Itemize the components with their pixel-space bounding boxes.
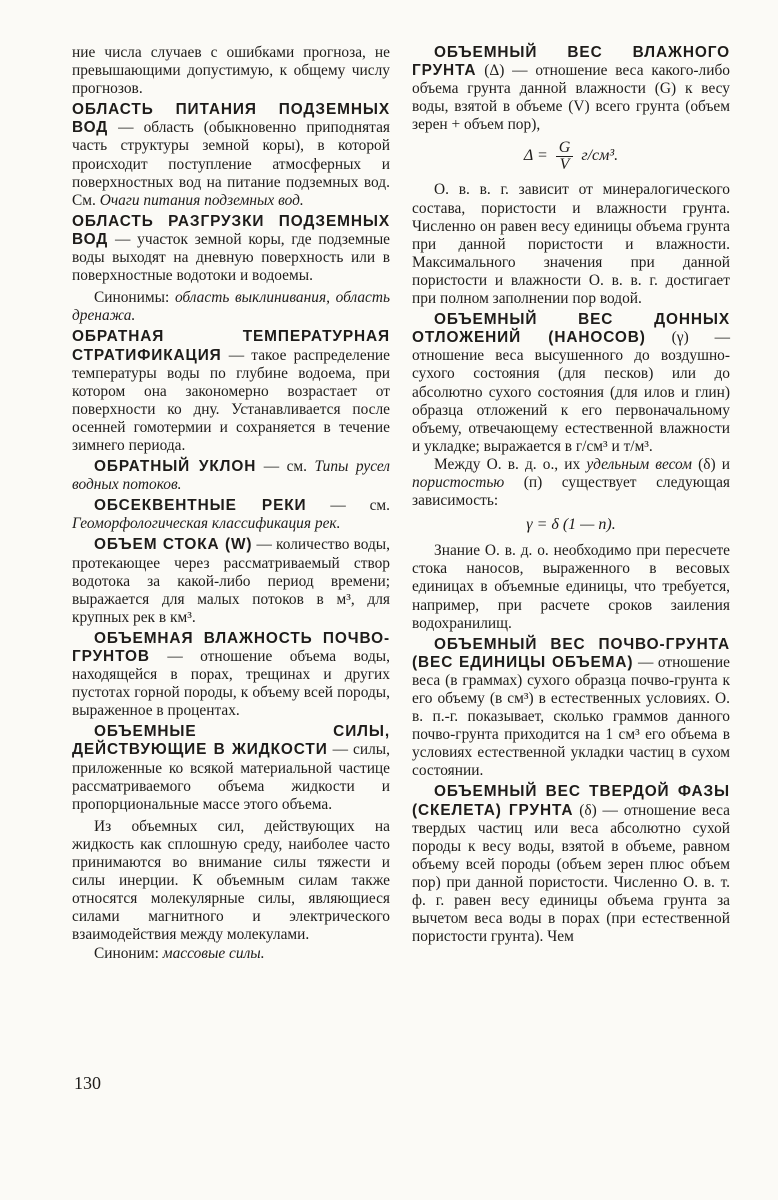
entry-obem-stoka	[72, 536, 390, 626]
entry-term: ОБЪЕМНЫЙ ВЕС ВЛАЖНОГО ГРУНТА	[412, 44, 730, 80]
entry-text: — область (обыкновенно приподнятая часть структуры земной коры), в которой происходит поступление атмосферных и поверхностных вод на питание подземных вод. См.	[72, 119, 390, 209]
synonyms-label: Синоним:	[94, 944, 163, 962]
entry-term: ОБЪЕМНЫЙ ВЕС ДОННЫХ ОТЛОЖЕНИЙ (НАНОСОВ)	[412, 311, 730, 347]
formula-porosity: γ = δ (1 — п).	[526, 516, 616, 534]
entry-term: ОБЛАСТЬ РАЗГРУЗКИ ПОДЗЕМНЫХ ВОД	[72, 212, 390, 248]
formula-lhs: Δ =	[523, 147, 548, 165]
italic-term: пористостью	[412, 473, 505, 491]
entry-term: ОБЛАСТЬ ПИТАНИЯ ПОДЗЕМНЫХ ВОД	[72, 101, 390, 137]
entry-term: ОБРАТНЫЙ УКЛОН	[94, 458, 257, 476]
entry-paragraph: О. в. в. г. зависит от минералогического состава, пористости и влажности грунта. Численно он равен весу единицы объема грунта при данной пористости и влажности. Максимального значения при данной пористости и влажности О. в. в. г. достигает при полном заполнении пор водой.	[412, 181, 730, 308]
synonyms-value: область выклинивания, область дренажа.	[72, 289, 390, 325]
entry-oblast-razgruzki	[72, 213, 390, 285]
synonyms-label: Синонимы:	[94, 289, 175, 307]
formula-fraction	[556, 140, 574, 173]
entry-term: ОБЪЕМНЫЙ ВЕС ТВЕРДОЙ ФАЗЫ (СКЕЛЕТА) ГРУНТА	[412, 783, 730, 819]
entry-term: ОБЪЕМНЫЙ ВЕС ПОЧВО-ГРУНТА (ВЕС ЕДИНИЦЫ ОБЪЕМА)	[412, 635, 730, 671]
entry-text: — см.	[256, 458, 315, 476]
entry-text: — отношение веса (в граммах) сухого образца почво-грунта к его объему (в см³) в естественных условиях. О. в. п.-г. показывает, сколько граммов данного почво-грунта приходится на 1 см³ его объема в условиях естественной укладки частиц в сухом состоянии.	[412, 653, 730, 780]
see-reference: Очаги питания подземных вод.	[99, 191, 304, 209]
entry-text: — см.	[306, 497, 390, 515]
entry-text: — отношение объема воды, находящейся в порах, трещинах и других пустотах горной породы, к объему всей породы, выраженное в процентах.	[72, 648, 390, 720]
entry-obemny-ves-donnyh	[412, 311, 730, 456]
entry-term: ОБРАТНАЯ ТЕМПЕРАТУРНАЯ СТРАТИФИКАЦИЯ	[72, 328, 390, 364]
text-fragment: (δ) и	[691, 455, 730, 473]
entry-obemny-ves-pochvo-grunta	[412, 636, 730, 781]
page-number: 130	[74, 1073, 101, 1093]
right-column	[412, 44, 730, 946]
entry-text: (δ) — отношение веса твердых частиц или веса абсолютно сухой породы к весу воды, взятой в объеме, равном объему всей породы (объем зерен плюс объем пор) при данной пористости. Численно О. в. т. ф. г. равен весу единицы объема грунта за вычетом веса воды в порах (при естественной пористости грунта). Чем	[412, 801, 730, 946]
continued-paragraph: ние числа случаев с ошибками прогноза, не превышающими допустимую, к общему числу прогнозов.	[72, 44, 390, 98]
text-fragment: Между О. в. д. о., их	[434, 455, 587, 473]
italic-term: удельным весом	[586, 455, 692, 473]
entry-obemnaya-vlazhnost	[72, 630, 390, 720]
entry-paragraph	[412, 456, 730, 510]
synonyms	[72, 945, 390, 963]
formula-unit: г/см³.	[581, 147, 619, 165]
entry-obratny-uklon	[72, 458, 390, 494]
entry-term: ОБЪЕМНЫЕ СИЛЫ, ДЕЙСТВУЮЩИЕ В ЖИДКОСТИ	[72, 723, 390, 759]
entry-term: ОБЪЕМНАЯ ВЛАЖНОСТЬ ПОЧВО-ГРУНТОВ	[72, 629, 390, 665]
entry-obratnaya-stratifikaciya	[72, 328, 390, 455]
synonyms	[72, 289, 390, 325]
see-reference: Геоморфологическая классификация рек.	[72, 515, 341, 533]
synonyms-value: массовые силы.	[162, 944, 265, 962]
formula-numerator: G	[556, 140, 574, 157]
left-column	[72, 44, 390, 963]
formula-denominator: V	[559, 156, 570, 174]
entry-text: — участок земной коры, где подземные воды выходят на дневную поверхность или в поверхностные водотоки и водоемы.	[72, 230, 390, 285]
entry-text: — силы, приложенные ко всякой материальной частице рассматриваемого объема жидкости и пропорциональные массе этого объема.	[72, 741, 390, 813]
entry-text: — количество воды, протекающее через рассматриваемый створ водотока за какой-либо период времени; выражается для малых потоков в м³, для крупных рек в км³.	[72, 536, 390, 626]
entry-obemny-ves-vlazhnogo	[412, 44, 730, 134]
entry-paragraph: Знание О. в. д. о. необходимо при пересчете стока наносов, выраженного в весовых единицах в объемные единицы, что требуется, например, при расчете сроков заиления водохранилищ.	[412, 542, 730, 632]
entry-oblast-pitaniya	[72, 101, 390, 210]
entry-text: — отношение веса какого-либо объема грунта данной влажности (G) к весу воды, взятой в объеме (V) всего грунта (объем зерен + объем пор),	[412, 62, 730, 134]
see-reference: Типы русел водных потоков.	[72, 458, 391, 494]
entry-paragraph: Из объемных сил, действующих на жидкость как сплошную среду, наиболее часто принимаются во внимание силы тяжести и силы инерции. К объемным силам также относятся молекулярные силы, являющиеся силами магнитного и электрического взаимодействия между молекулами.	[72, 817, 390, 944]
entry-term: ОБЪЕМ СТОКА (W)	[94, 536, 253, 554]
entry-obsekventnye-reki	[72, 497, 390, 533]
entry-text: (γ) — отношение веса высушенного до воздушно-сухого состояния (для песков) или до абсолютно сухого состояния (для илов и глин) образца отложений к его первоначальному объему, отвечающему естественной влажности и укладке; выражается в г/см³ и т/м³.	[412, 329, 731, 455]
entry-term-symbol: (Δ)	[476, 62, 505, 80]
entry-term: ОБСЕКВЕНТНЫЕ РЕКИ	[94, 497, 307, 515]
entry-obemny-ves-tverdoy-fazy	[412, 783, 730, 946]
entry-text: — такое распределение температуры воды по глубине водоема, при котором она закономерно возрастает от поверхности ко дну. Устанавливается после осенней гомотермии и сохраняется в течение зимнего периода.	[72, 346, 390, 454]
text-fragment: (п) существует следующая зависимость:	[412, 473, 730, 510]
formula-density	[412, 140, 730, 173]
entry-obemnye-sily	[72, 723, 390, 813]
